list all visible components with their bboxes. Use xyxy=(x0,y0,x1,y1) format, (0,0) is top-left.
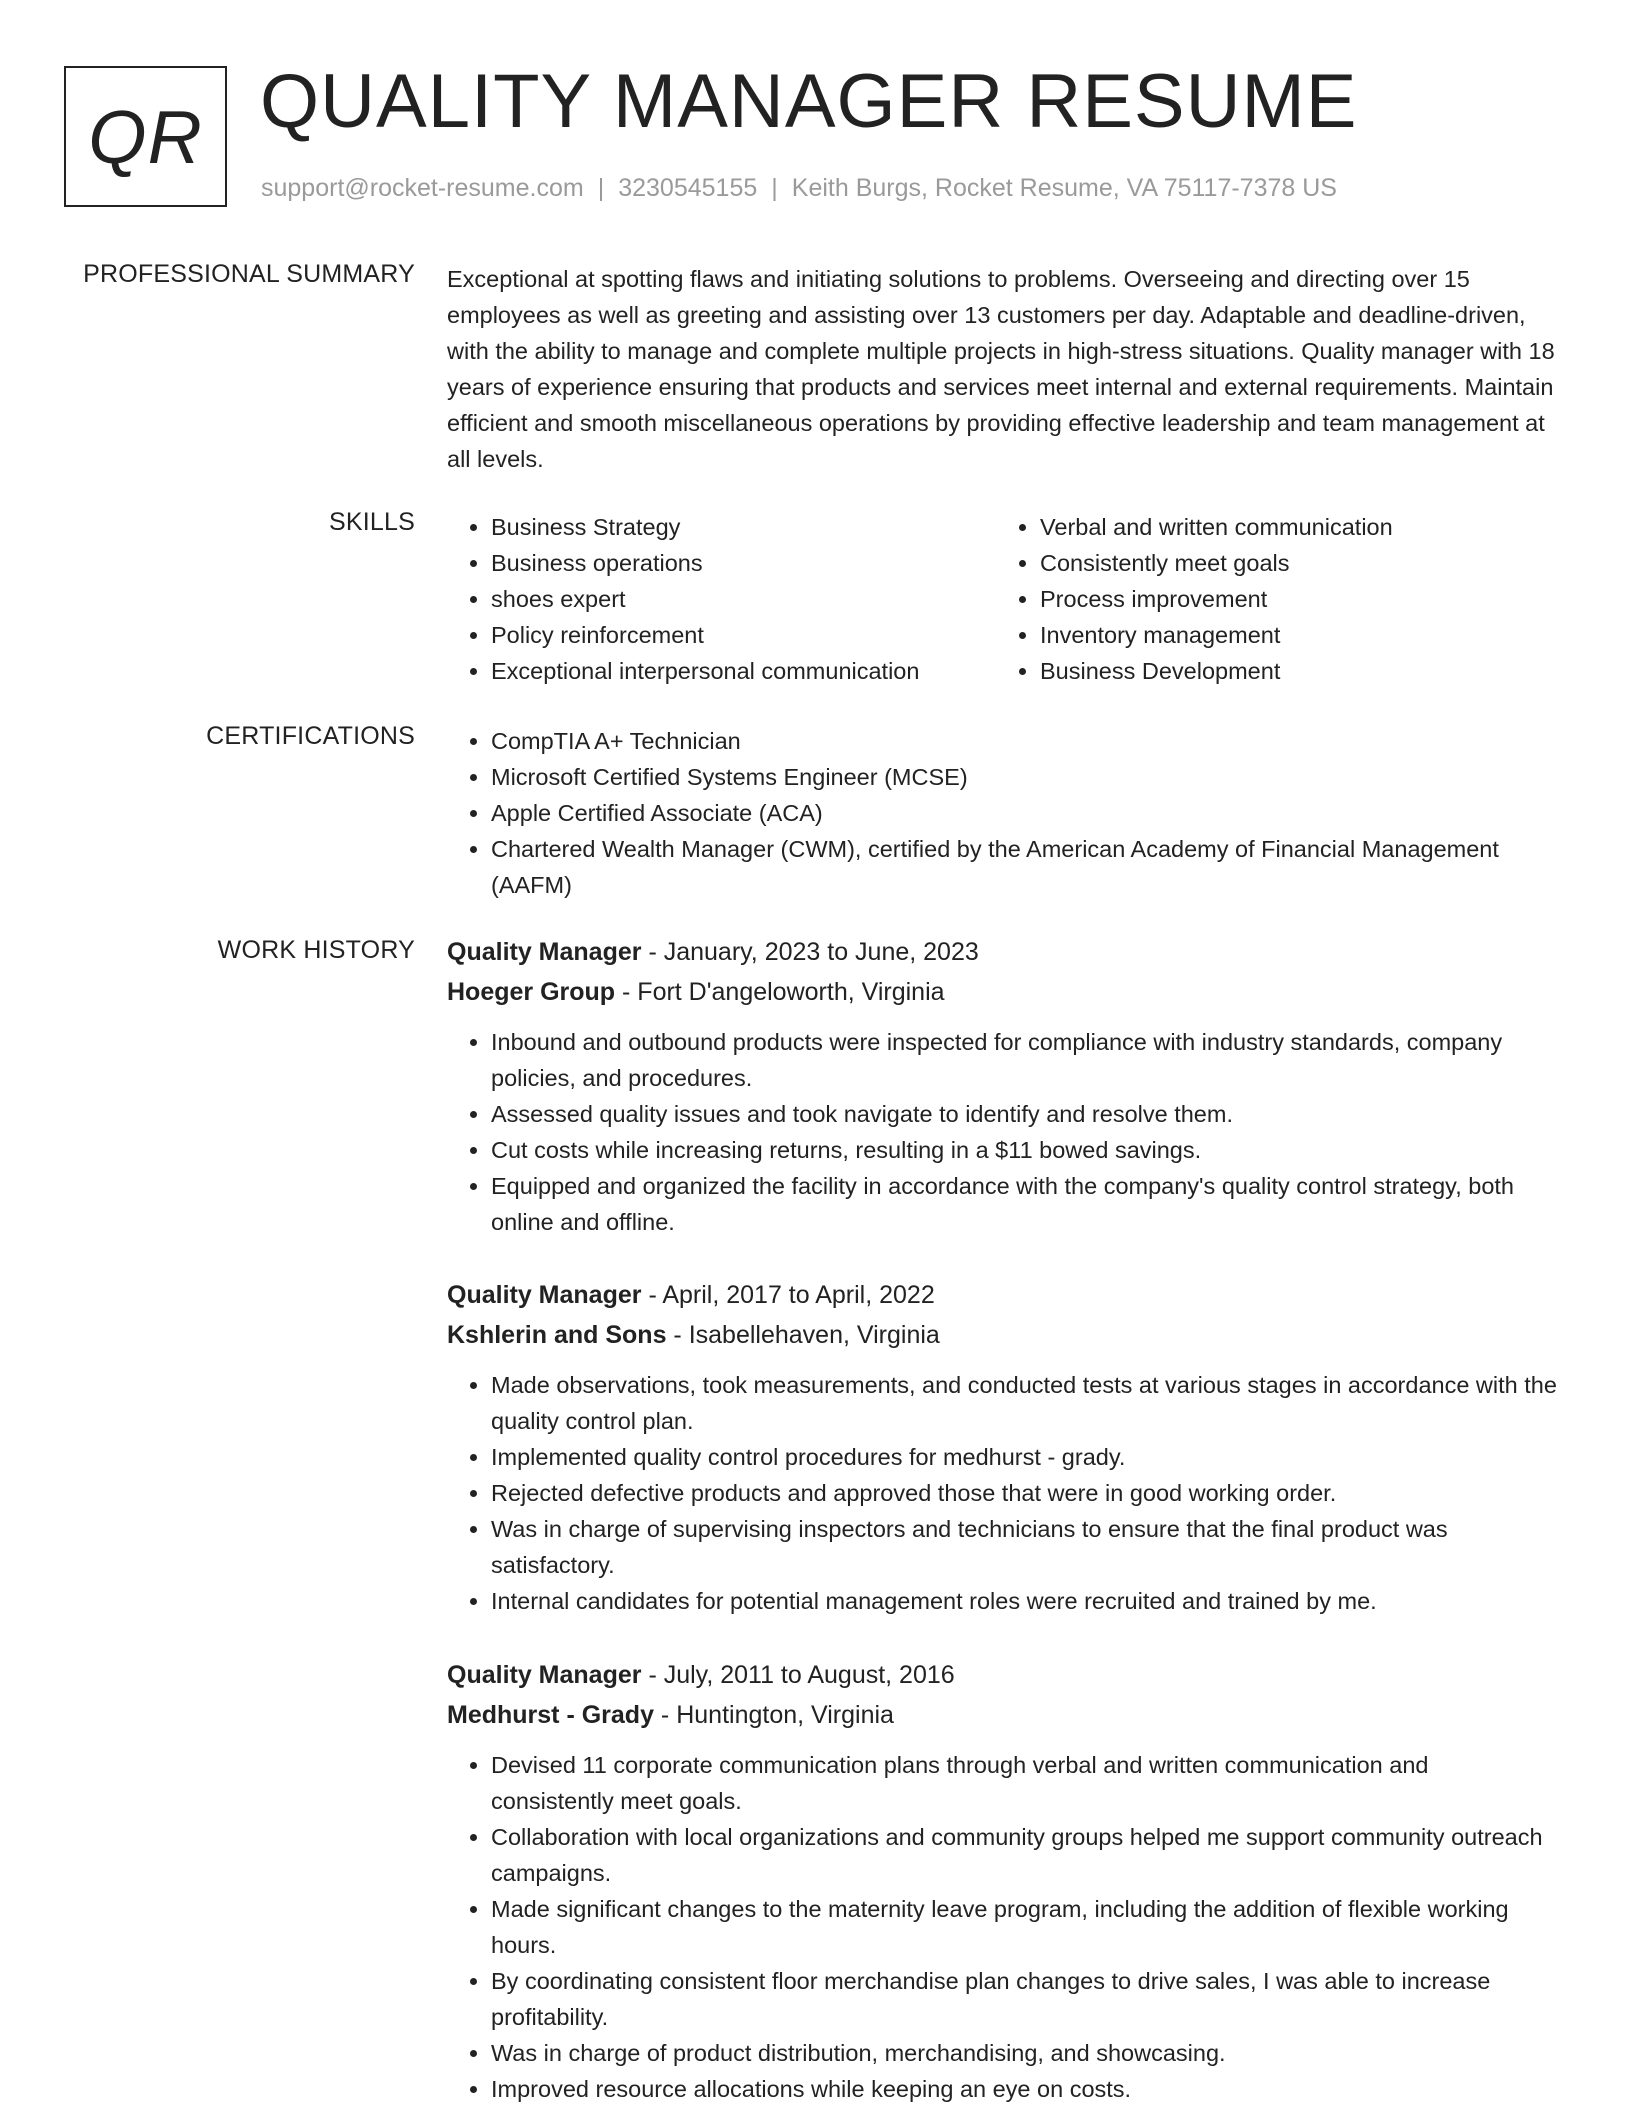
list-item: • Exceptional interpersonal communication xyxy=(491,653,996,689)
list-item: • Improved resource allocations while keeping an eye on costs. xyxy=(491,2071,1557,2107)
list-item: • Internal candidates for potential management roles were recruited and trained by me. xyxy=(491,1583,1557,1619)
contact-address: Keith Burgs, Rocket Resume, VA 75117-7378 US xyxy=(791,174,1337,202)
list-item: • Devised 11 corporate communication plans through verbal and written communication and consistently meet goals. xyxy=(491,1747,1557,1819)
section-label-work-history: WORK HISTORY xyxy=(217,936,415,964)
list-item: • Was in charge of supervising inspectors and technicians to ensure that the final product was satisfactory. xyxy=(491,1511,1557,1583)
summary-body xyxy=(447,261,1557,477)
list-item: • Made significant changes to the maternity leave program, including the addition of flexible working hours. xyxy=(491,1891,1557,1963)
list-item: • Business Development xyxy=(1040,653,1545,689)
job-bullets xyxy=(447,1367,1557,1619)
monogram-logo: QR xyxy=(64,66,227,207)
list-item: • Implemented quality control procedures for medhurst - grady. xyxy=(491,1439,1557,1475)
certifications-body xyxy=(447,723,1557,903)
list-item: • Microsoft Certified Systems Engineer (MCSE) xyxy=(491,759,1557,795)
list-item: • By coordinating consistent floor merchandise plan changes to drive sales, I was able to increase profitability. xyxy=(491,1963,1557,2035)
list-item: • Rejected defective products and approved those that were in good working order. xyxy=(491,1475,1557,1511)
list-item: • Collaboration with local organizations and community groups helped me support community outreach campaigns. xyxy=(491,1819,1557,1891)
summary-text: Exceptional at spotting flaws and initiating solutions to problems. Overseeing and directing over 15 employees as well as greeting and assisting over 13 customers per day. Adaptable and deadline-driven, with the ability to manage and complete multiple projects in high-stress situations. Quality manager with 18 years of experience ensuring that products and services meet internal and external requirements. Maintain efficient and smooth miscellaneous operations by providing effective leadership and team management at all levels. xyxy=(447,266,1555,472)
contact-phone[interactable]: 3230545155 xyxy=(618,174,758,202)
job-entry xyxy=(447,932,1557,1240)
job-title: Quality Manager xyxy=(447,1661,642,1689)
job-bullets xyxy=(447,1024,1557,1240)
list-item: • Inventory management xyxy=(1040,617,1545,653)
list-item: • Chartered Wealth Manager (CWM), certified by the American Academy of Financial Management (AAFM) xyxy=(491,831,1557,903)
job-entry xyxy=(447,1655,1557,2107)
list-item: • Policy reinforcement xyxy=(491,617,996,653)
list-item: • Inbound and outbound products were inspected for compliance with industry standards, company policies, and procedures. xyxy=(491,1024,1557,1096)
job-location: - Isabellehaven, Virginia xyxy=(666,1321,940,1349)
job-location: - Fort D'angeloworth, Virginia xyxy=(615,978,945,1006)
job-title-line xyxy=(447,932,1557,972)
skills-list-right xyxy=(996,509,1545,689)
job-location: - Huntington, Virginia xyxy=(653,1701,894,1729)
skills-list-left xyxy=(447,509,996,689)
job-company-line xyxy=(447,1695,1557,1735)
list-item: • CompTIA A+ Technician xyxy=(491,723,1557,759)
job-company: Kshlerin and Sons xyxy=(447,1321,667,1349)
job-title: Quality Manager xyxy=(447,1281,642,1309)
list-item: • Cut costs while increasing returns, resulting in a $11 bowed savings. xyxy=(491,1132,1557,1168)
contact-separator: | xyxy=(771,174,778,202)
contact-line xyxy=(261,174,1337,203)
job-entry xyxy=(447,1275,1557,1619)
list-item: • Was in charge of product distribution, merchandising, and showcasing. xyxy=(491,2035,1557,2071)
job-dates: - July, 2011 to August, 2016 xyxy=(641,1661,955,1689)
list-item: • shoes expert xyxy=(491,581,996,617)
job-title-line xyxy=(447,1655,1557,1695)
resume-title: QUALITY MANAGER RESUME xyxy=(260,59,1358,144)
list-item: • Business Strategy xyxy=(491,509,996,545)
list-item: • Equipped and organized the facility in accordance with the company's quality control strategy, both online and offline. xyxy=(491,1168,1557,1240)
list-item: • Consistently meet goals xyxy=(1040,545,1545,581)
list-item: • Made observations, took measurements, and conducted tests at various stages in accordance with the quality control plan. xyxy=(491,1367,1557,1439)
list-item: • Apple Certified Associate (ACA) xyxy=(491,795,1557,831)
list-item: • Process improvement xyxy=(1040,581,1545,617)
list-item: • Verbal and written communication xyxy=(1040,509,1545,545)
job-bullets xyxy=(447,1747,1557,2107)
contact-email[interactable]: support@rocket-resume.com xyxy=(261,174,584,202)
job-dates: - January, 2023 to June, 2023 xyxy=(641,938,979,966)
section-label-certifications: CERTIFICATIONS xyxy=(206,722,415,750)
list-item: • Business operations xyxy=(491,545,996,581)
job-company-line xyxy=(447,972,1557,1012)
skills-body xyxy=(447,509,1557,689)
job-dates: - April, 2017 to April, 2022 xyxy=(641,1281,935,1309)
job-company: Medhurst - Grady xyxy=(447,1701,654,1729)
contact-separator: | xyxy=(597,174,605,202)
job-company: Hoeger Group xyxy=(447,978,616,1006)
job-title-line xyxy=(447,1275,1557,1315)
section-label-summary: PROFESSIONAL SUMMARY xyxy=(83,260,415,288)
job-title: Quality Manager xyxy=(447,938,642,966)
list-item: • Assessed quality issues and took navigate to identify and resolve them. xyxy=(491,1096,1557,1132)
job-company-line xyxy=(447,1315,1557,1355)
certifications-list xyxy=(447,723,1557,903)
section-label-skills: SKILLS xyxy=(329,508,415,536)
